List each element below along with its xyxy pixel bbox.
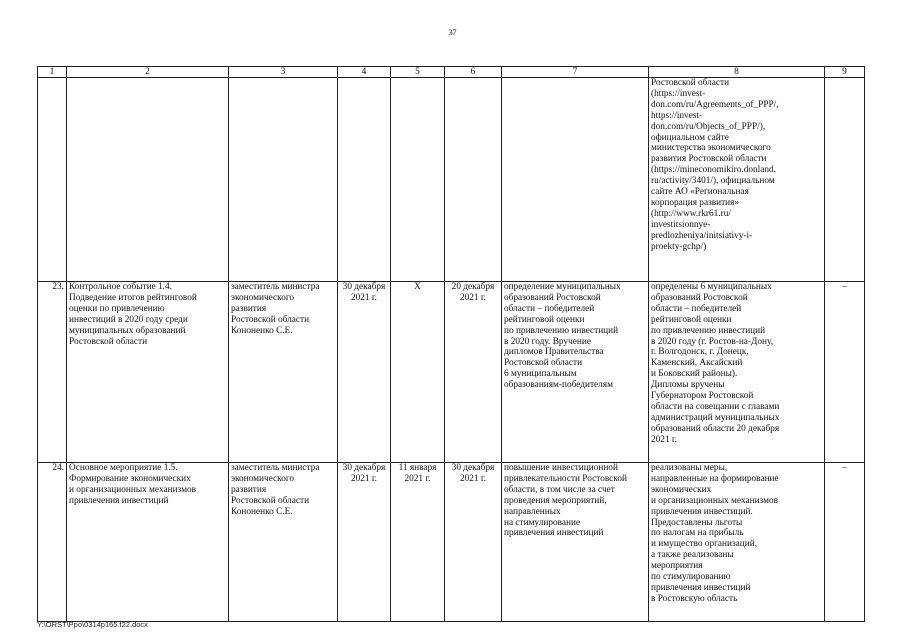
file-path-footer: Y:\ORST\Ppo\0314p165.f22.docx	[37, 620, 148, 629]
column-number: 6	[445, 67, 502, 78]
cell-text-line: Ростовской области	[231, 495, 310, 506]
cell-text-line: направленные на формирование	[651, 473, 779, 484]
cell-text-line: 2021 г.	[651, 434, 678, 445]
measure-name-cell	[67, 463, 229, 622]
empty-cell	[391, 78, 445, 282]
cell-text-line: в Ростовскую область	[651, 593, 738, 604]
responsible-cell	[229, 463, 338, 622]
start-date-cell	[391, 282, 445, 463]
column-number: 9	[825, 67, 865, 78]
cell-text-line: привлечения инвестиций	[69, 495, 169, 506]
actual-result-cell	[649, 78, 825, 282]
planned-date-cell	[338, 463, 391, 622]
cell-text-line: мероприятия	[651, 561, 703, 572]
cell-text-line: 2021 г.	[350, 473, 377, 484]
cell-text-line: направленных	[504, 506, 561, 517]
cell-text-line: области на совещании с главами	[651, 401, 780, 412]
cell-text-line: Губернатором Ростовской	[651, 391, 754, 402]
cell-text-line: 2021 г.	[459, 473, 486, 484]
cell-text-line: заместитель министра	[231, 463, 320, 473]
actual-result-cell	[649, 282, 825, 463]
cell-text-line: экономических	[651, 484, 712, 495]
cell-text-line: привлечения инвестиций	[651, 582, 751, 593]
cell-text-line: корпорация развития»	[651, 197, 740, 208]
empty-cell	[445, 78, 502, 282]
column-number: 1	[38, 67, 67, 78]
cell-text-line: Ростовской области	[69, 336, 148, 347]
cell-text-line: 30 декабря	[342, 463, 386, 473]
cell-text-line: Основное мероприятие 1.5.	[69, 463, 178, 473]
cell-text-line: по стимулированию	[651, 572, 731, 583]
cell-text-line: 6 муниципальным	[504, 369, 577, 380]
cell-text-line: Предоставлены льготы	[651, 517, 743, 528]
planned-date-cell	[338, 282, 391, 463]
responsible-cell	[229, 282, 338, 463]
cell-text-line: экономического	[231, 292, 295, 303]
cell-text-line: и организационных механизмов	[69, 484, 197, 495]
cell-text-line: оценки по привлечению	[69, 303, 165, 314]
cell-text-line: реализованы меры,	[651, 463, 728, 473]
column-number: 2	[67, 67, 229, 78]
cell-text-line: образований области 20 декабря	[651, 423, 780, 434]
column-number: 3	[229, 67, 338, 78]
cell-text-line: 2021 г.	[350, 292, 377, 303]
cell-text-line: по налогам на прибыль	[651, 528, 744, 539]
cell-text-line: а также реализованы	[651, 550, 734, 561]
cell-text-line: ru/activity/3401/), официальном	[651, 176, 775, 187]
column-number: 4	[338, 67, 391, 78]
continuation-row	[38, 78, 865, 282]
empty-cell	[67, 78, 229, 282]
empty-cell	[338, 78, 391, 282]
cell-text-line: развития	[231, 303, 267, 314]
cell-text-line: Кононенко С.Е.	[231, 506, 293, 517]
cell-text-line: на стимулирование	[504, 517, 581, 528]
cell-text-line: по привлечению инвестиций	[504, 325, 619, 336]
cell-text-line: proekty-gchp/)	[651, 241, 707, 252]
cell-text-line: Формирование экономических	[69, 473, 191, 484]
cell-text-line: (http://www.rkr61.ru/	[651, 208, 731, 219]
cell-text-line: области, в том числе за счет	[504, 484, 615, 495]
cell-text-line: инвестиций в 2020 году среди	[69, 314, 188, 325]
page-number: 37	[448, 28, 457, 37]
cell-text-line: в 2020 году. Вручение	[504, 336, 591, 347]
cell-text-line: образований Ростовской	[504, 292, 601, 303]
cell-text-line: Каменский, Аксайский	[651, 358, 743, 369]
end-date-cell	[445, 463, 502, 622]
cell-text-line: и Боковский районы).	[651, 369, 738, 380]
cell-text-line: Подведение итогов рейтинговой	[69, 292, 197, 303]
expected-result-cell	[502, 463, 649, 622]
cell-text-line: образованиям-победителям	[504, 380, 613, 391]
cell-text-line: Ростовской области	[651, 78, 730, 88]
measures-table	[37, 66, 865, 622]
cell-text-line: investitsionnye-	[651, 219, 711, 230]
cell-text-line: привлечения инвестиций.	[651, 506, 753, 517]
note-cell: –	[825, 463, 865, 622]
cell-text-line: администраций муниципальных	[651, 412, 780, 423]
expected-result-cell	[502, 282, 649, 463]
cell-text-line: определение муниципальных	[504, 282, 621, 292]
actual-result-cell	[649, 463, 825, 622]
cell-text-line: и организационных механизмов	[651, 495, 779, 506]
cell-text-line: экономического	[231, 473, 295, 484]
cell-text-line: в 2020 году (г. Ростов-на-Дону,	[651, 336, 774, 347]
cell-text-line: и имущество организаций,	[651, 539, 758, 550]
cell-text-line: официальном сайте	[651, 132, 729, 143]
empty-cell	[825, 78, 865, 282]
start-date-cell	[391, 463, 445, 622]
cell-text-line: г. Волгодонск, г. Донецк,	[651, 347, 749, 358]
cell-text-line: сайте АО «Региональная	[651, 187, 749, 198]
cell-text-line: Контрольное событие 1.4.	[69, 282, 172, 292]
cell-text-line: Дипломы вручены	[651, 380, 725, 391]
empty-cell	[502, 78, 649, 282]
cell-text-line: don.com/ru/Objects_of_PPP/),	[651, 121, 766, 132]
cell-text-line: развития	[231, 484, 267, 495]
cell-text-line: привлечения инвестиций	[504, 528, 604, 539]
cell-text-line: образований Ростовской	[651, 292, 748, 303]
column-number: 8	[649, 67, 825, 78]
column-number: 7	[502, 67, 649, 78]
row-number: 24.	[38, 463, 67, 622]
cell-text-line: (https://invest-	[651, 88, 706, 99]
cell-text-line: привлекательности Ростовской	[504, 473, 627, 484]
row-number: 23.	[38, 282, 67, 463]
measure-name-cell	[67, 282, 229, 463]
table-row	[38, 282, 865, 463]
cell-text-line: рейтинговой оценки	[504, 314, 585, 325]
cell-text-line: определены 6 муниципальных	[651, 282, 772, 292]
note-cell: –	[825, 282, 865, 463]
column-number-row	[38, 67, 865, 78]
cell-text-line: 2021 г.	[459, 292, 486, 303]
cell-text-line: развития Ростовской области	[651, 154, 767, 165]
cell-text-line: https://invest-	[651, 110, 703, 121]
cell-text-line: проведения мероприятий,	[504, 495, 607, 506]
cell-text-line: 30 декабря	[451, 463, 495, 473]
cell-text-line: (https://mineconomikiro.donland.	[651, 165, 776, 176]
cell-text-line: области – победителей	[651, 303, 742, 314]
cell-text-line: дипломов Правительства	[504, 347, 604, 358]
cell-text-line: 2021 г.	[404, 473, 431, 484]
empty-cell	[229, 78, 338, 282]
cell-text-line: повышение инвестиционной	[504, 463, 618, 473]
empty-cell	[38, 78, 67, 282]
cell-text-line: predlozheniya/initsiativy-i-	[651, 230, 753, 241]
cell-text-line: по привлечению инвестиций	[651, 325, 766, 336]
cell-text-line: заместитель министра	[231, 282, 320, 292]
cell-text-line: X	[414, 282, 421, 292]
cell-text-line: Ростовской области	[504, 358, 583, 369]
cell-text-line: области – победителей	[504, 303, 595, 314]
cell-text-line: Ростовской области	[231, 314, 310, 325]
cell-text-line: 11 января	[398, 463, 437, 473]
column-number: 5	[391, 67, 445, 78]
cell-text-line: Кононенко С.Е.	[231, 325, 293, 336]
cell-text-line: 20 декабря	[451, 282, 495, 292]
end-date-cell	[445, 282, 502, 463]
cell-text-line: don.com/ru/Agreements_of_PPP/,	[651, 99, 779, 110]
cell-text-line: муниципальных образований	[69, 325, 186, 336]
cell-text-line: 30 декабря	[342, 282, 386, 292]
cell-text-line: рейтинговой оценки	[651, 314, 732, 325]
cell-text-line: министерства экономического	[651, 143, 771, 154]
table-row	[38, 463, 865, 622]
